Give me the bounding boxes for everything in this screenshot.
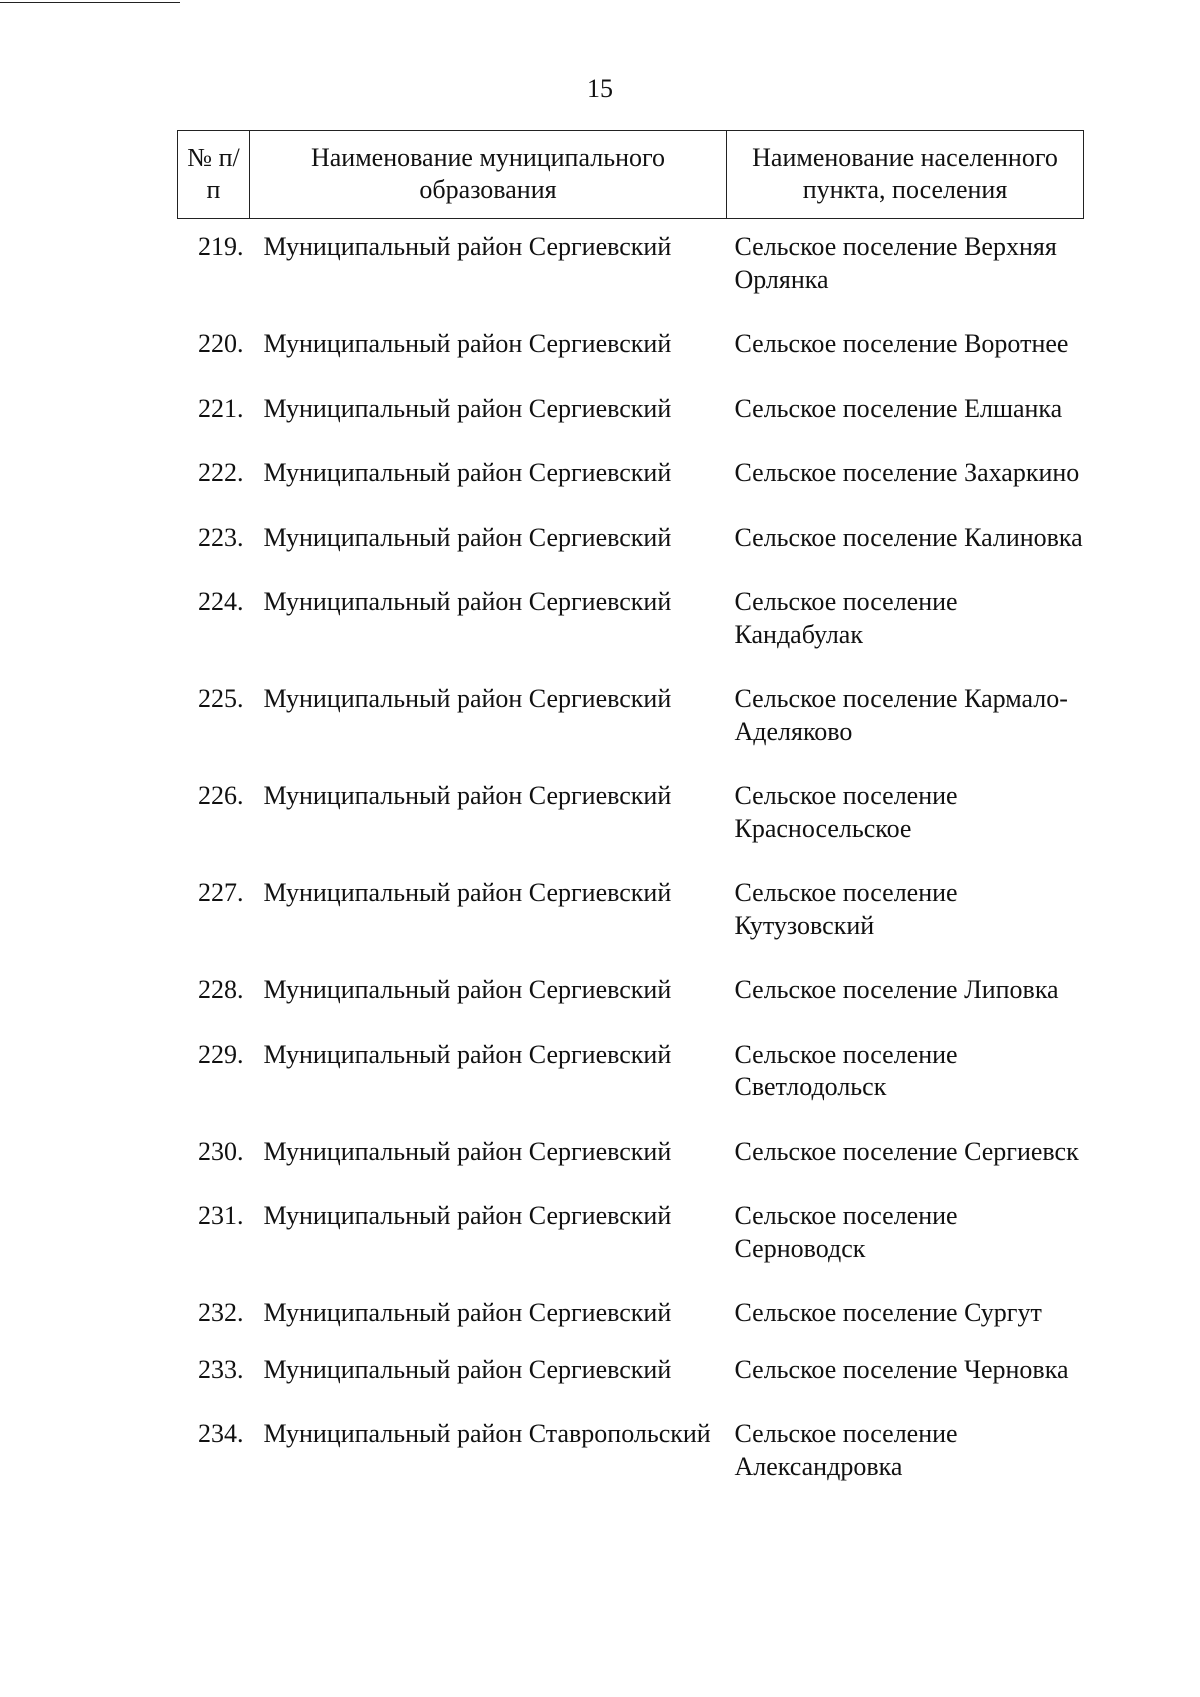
row-number: 228.	[198, 975, 244, 1004]
settlement-cell: Сельское поселение Сургут	[734, 1298, 1042, 1327]
row-number: 226.	[198, 781, 244, 810]
municipality-cell: Муниципальный район Ставропольский	[263, 1419, 711, 1448]
row-number: 222.	[198, 458, 244, 487]
table-row	[178, 1124, 1084, 1189]
row-number: 230.	[198, 1136, 244, 1166]
settlement-cell: Сельское поселение Александровка	[734, 1419, 958, 1481]
row-number: 225.	[198, 684, 244, 713]
table-row	[178, 574, 1084, 671]
municipality-cell: Муниципальный район Сергиевский	[263, 1298, 672, 1327]
row-number: 219.	[198, 232, 244, 261]
municipality-cell: Муниципальный район Сергиевский	[263, 1201, 672, 1230]
table-row	[178, 962, 1084, 1027]
municipality-cell: Муниципальный район Сергиевский	[263, 1136, 672, 1166]
page-number: 15	[587, 74, 613, 103]
row-number: 223.	[198, 522, 244, 552]
settlement-cell: Сельское поселение Сергиевск	[734, 1136, 1079, 1166]
table-row	[178, 381, 1084, 446]
table-row	[178, 1027, 1084, 1124]
settlement-cell: Сельское поселение Липовка	[734, 975, 1059, 1004]
table-row	[178, 1406, 1084, 1503]
municipality-cell: Муниципальный район Сергиевский	[263, 329, 672, 358]
table-row	[178, 1188, 1084, 1285]
municipality-cell: Муниципальный район Сергиевский	[263, 522, 672, 552]
municipality-cell: Муниципальный район Сергиевский	[263, 878, 672, 907]
municipality-cell: Муниципальный район Сергиевский	[263, 1354, 672, 1384]
header-settlement: Наименование населенного пункта, поселения	[727, 131, 1084, 219]
table-row	[178, 768, 1084, 865]
settlement-cell: Сельское поселение Кармало-Аделяково	[734, 684, 1068, 746]
row-number: 220.	[198, 329, 244, 358]
row-number: 229.	[198, 1039, 244, 1069]
table-row	[178, 316, 1084, 381]
row-number: 231.	[198, 1201, 244, 1230]
settlement-cell: Сельское поселение Верхняя Орлянка	[734, 232, 1057, 294]
row-number: 224.	[198, 587, 244, 616]
settlement-cell: Сельское поселение Красносельское	[734, 781, 958, 843]
table-row	[178, 1285, 1084, 1342]
table-header	[178, 131, 1084, 219]
row-number: 233.	[198, 1354, 244, 1384]
header-municipality: Наименование муниципального образования	[250, 131, 727, 219]
municipality-cell: Муниципальный район Сергиевский	[263, 393, 672, 423]
settlement-cell: Сельское поселение Калиновка	[734, 522, 1083, 552]
settlement-cell: Сельское поселение Черновка	[734, 1354, 1069, 1384]
top-rule	[0, 2, 180, 3]
municipality-cell: Муниципальный район Сергиевский	[263, 781, 672, 810]
table-body	[178, 219, 1084, 1504]
municipality-cell: Муниципальный район Сергиевский	[263, 975, 672, 1004]
municipality-cell: Муниципальный район Сергиевский	[263, 684, 672, 713]
settlement-cell: Сельское поселение Серноводск	[734, 1201, 958, 1263]
settlement-cell: Сельское поселение Воротнее	[734, 329, 1069, 358]
table-row	[178, 510, 1084, 575]
settlement-cell: Сельское поселение Светлодольск	[734, 1039, 958, 1101]
settlement-cell: Сельское поселение Кутузовский	[734, 878, 958, 940]
settlements-table	[177, 130, 1084, 1503]
settlement-cell: Сельское поселение Захаркино	[734, 458, 1080, 487]
municipality-cell: Муниципальный район Сергиевский	[263, 1039, 672, 1069]
settlement-cell: Сельское поселение Елшанка	[734, 393, 1063, 423]
municipality-cell: Муниципальный район Сергиевский	[263, 458, 672, 487]
header-number: № п/п	[178, 131, 250, 219]
row-number: 221.	[198, 393, 244, 423]
table-row	[178, 1342, 1084, 1407]
table-row	[178, 865, 1084, 962]
table-row	[178, 219, 1084, 317]
row-number: 227.	[198, 878, 244, 907]
row-number: 232.	[198, 1298, 244, 1327]
municipality-cell: Муниципальный район Сергиевский	[263, 232, 672, 261]
municipality-cell: Муниципальный район Сергиевский	[263, 587, 672, 616]
settlement-cell: Сельское поселение Кандабулак	[734, 587, 958, 649]
table-row	[178, 671, 1084, 768]
row-number: 234.	[198, 1419, 244, 1448]
table-row	[178, 445, 1084, 510]
